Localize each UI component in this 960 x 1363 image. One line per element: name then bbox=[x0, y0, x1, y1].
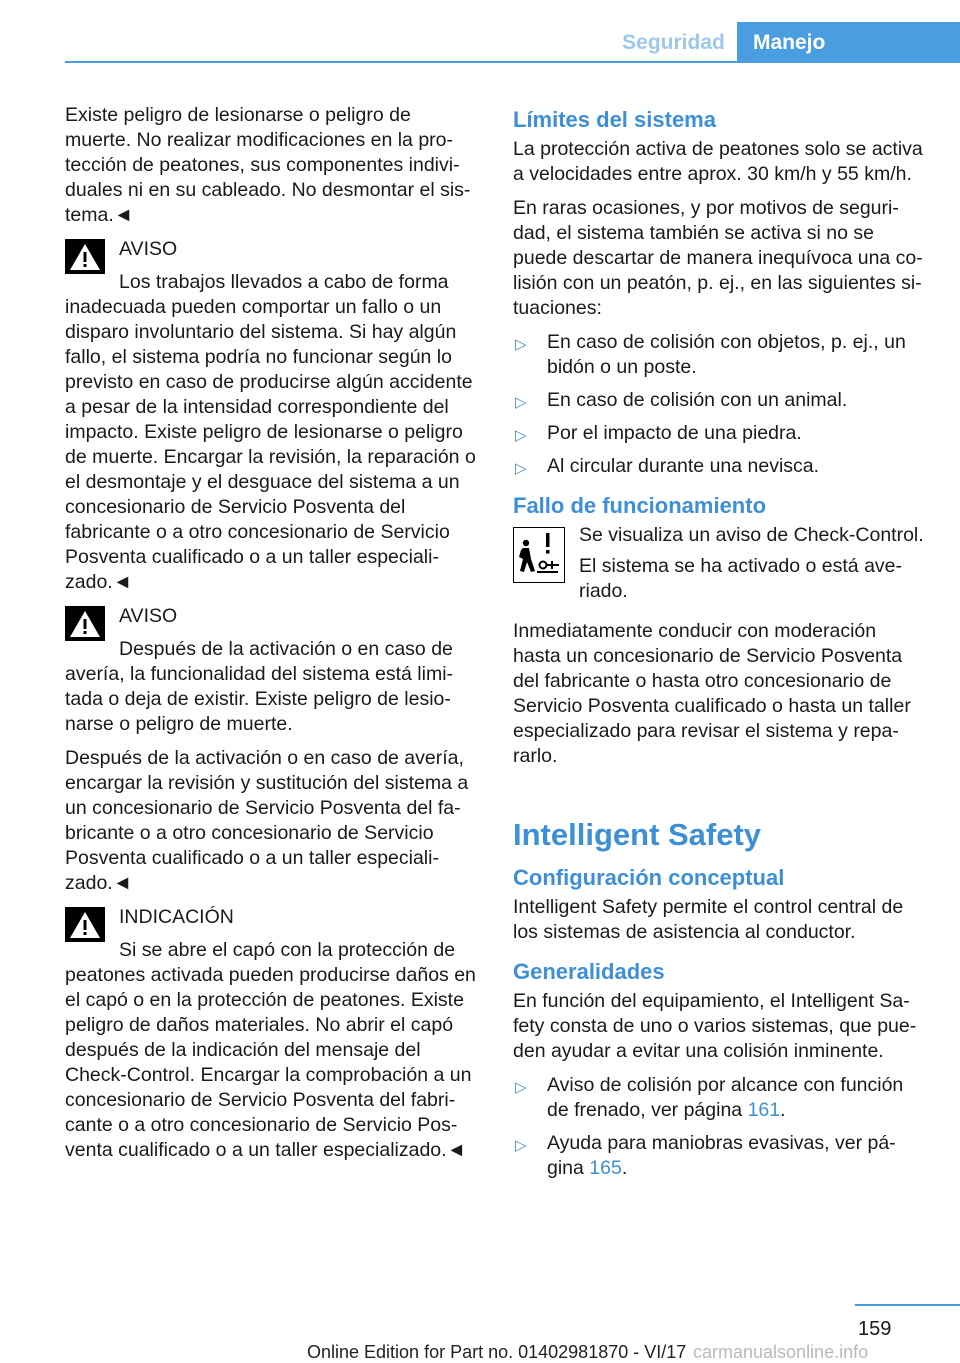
warning-title: AVISO bbox=[119, 605, 178, 627]
list-item bbox=[513, 330, 925, 380]
warning-triangle-icon bbox=[65, 907, 105, 942]
bullet-triangle-icon: ▷ bbox=[515, 460, 527, 477]
list-item bbox=[513, 421, 925, 446]
warning-triangle-icon bbox=[65, 606, 105, 641]
page-reference-link[interactable]: 165 bbox=[589, 1157, 622, 1179]
footer-rule bbox=[855, 1304, 960, 1306]
warning-text: Los trabajos llevados a cabo de forma inadecuada pueden comportar un fallo o un disparo involuntario del sistema. Si hay algún fallo, el sistema podría no funcionar según lo previsto en caso de producirse algún accidente a pesar de la intensidad correspondiente del impacto. Existe peligro de lesionarse o peligro de muerte. Encargar la revisión, la reparación o el desmontaje y el desguace del sistema a un concesionario de Servicio Posventa del fabricante o a otro concesionario de Servicio Posventa cualificado o a un taller especializado.◄ bbox=[65, 271, 476, 593]
list-item-text: Ayuda para maniobras evasivas, ver página bbox=[547, 1132, 896, 1179]
situations-list bbox=[513, 330, 925, 479]
bullet-triangle-icon: ▷ bbox=[515, 336, 527, 353]
section-heading-generalidades: Generalidades bbox=[513, 959, 665, 984]
chapter-heading-intelligent-safety: Intelligent Safety bbox=[513, 817, 762, 852]
list-item bbox=[513, 454, 925, 479]
warning-title: AVISO bbox=[119, 238, 178, 260]
right-column bbox=[513, 103, 925, 1189]
list-item-text: En caso de colisión con objetos, p. ej., un bidón o un poste. bbox=[547, 331, 906, 378]
list-item-text: Aviso de colisión por alcance con función de frenado, ver página bbox=[547, 1074, 904, 1121]
paragraph: Inmediatamente conducir con moderación hasta un concesionario de Servicio Posventa del fabricante o hasta otro concesionario de Servicio Posventa cualificado o hasta un taller especializado para revisar el sistema y repararlo. bbox=[513, 620, 911, 767]
paragraph: La protección activa de peatones solo se activa a velocidades entre aprox. 30 km/h y 55 km/h. bbox=[513, 138, 923, 185]
warning-block bbox=[65, 237, 478, 595]
check-control-text: El sistema se ha activado o está averiado. bbox=[579, 555, 903, 602]
paragraph: En función del equipamiento, el Intelligent Safety consta de uno o varios sistemas, que pueden ayudar a evitar una colisión inminente. bbox=[513, 990, 917, 1062]
list-item-text: En caso de colisión con un animal. bbox=[547, 389, 848, 411]
list-item-text: Por el impacto de una piedra. bbox=[547, 422, 802, 444]
paragraph: Intelligent Safety permite el control central de los sistemas de asistencia al conductor. bbox=[513, 896, 904, 943]
header-rule bbox=[65, 61, 960, 63]
tab-seguridad[interactable]: Seguridad bbox=[622, 31, 725, 54]
list-item bbox=[513, 1073, 925, 1123]
list-item bbox=[513, 388, 925, 413]
warning-block bbox=[65, 604, 478, 737]
bullet-triangle-icon: ▷ bbox=[515, 427, 527, 444]
list-item-text: Al circular durante una nevisca. bbox=[547, 455, 820, 477]
list-item bbox=[513, 1131, 925, 1181]
paragraph: Existe peligro de lesionarse o peligro de muerte. No realizar modificaciones en la protección de peatones, sus componentes individuales ni en su cableado. No desmontar el sistema.◄ bbox=[65, 104, 471, 226]
notice-block bbox=[65, 905, 478, 1163]
left-column bbox=[65, 103, 478, 1172]
section-heading-limites: Límites del sistema bbox=[513, 107, 716, 132]
paragraph: En raras ocasiones, y por motivos de seguridad, el sistema también se activa si no se puede descartar de manera inequívoca una colisión con un peatón, p. ej., en las siguientes situaciones: bbox=[513, 197, 923, 319]
watermark: carmanualsonline.info bbox=[693, 1342, 869, 1362]
punctuation: . bbox=[780, 1099, 786, 1121]
pedestrian-protection-warning-icon bbox=[513, 527, 565, 583]
bullet-triangle-icon: ▷ bbox=[515, 1079, 527, 1096]
page-reference-link[interactable]: 161 bbox=[747, 1099, 781, 1121]
edition-note: Online Edition for Part no. 01402981870 - VI/17 bbox=[307, 1342, 687, 1362]
warning-triangle-icon bbox=[65, 239, 105, 274]
section-heading-configuracion: Configuración conceptual bbox=[513, 865, 785, 890]
page-number: 159 bbox=[858, 1318, 892, 1340]
bullet-triangle-icon: ▷ bbox=[515, 1137, 527, 1154]
notice-text: Si se abre el capó con la protección de peatones activada pueden producirse daños en el capó o en la protección de peatones. Existe peligro de daños materiales. No abrir el capó después de la indicación del mensaje del Check-Control. Encargar la comprobación a un concesionario de Servicio Posventa del fabricante o a otro concesionario de Servicio Posventa cualificado o a un taller especializado.◄ bbox=[65, 939, 476, 1161]
check-control-text: Se visualiza un aviso de Check-Control. bbox=[579, 524, 924, 546]
bullet-triangle-icon: ▷ bbox=[515, 394, 527, 411]
notice-title: INDICACIÓN bbox=[119, 906, 234, 928]
section-heading-fallo: Fallo de funcionamiento bbox=[513, 493, 767, 518]
check-control-block bbox=[513, 523, 925, 610]
punctuation: . bbox=[621, 1157, 628, 1179]
tab-manejo[interactable]: Manejo bbox=[737, 22, 960, 61]
systems-list bbox=[513, 1073, 925, 1181]
warning-text: Después de la activación o en caso de avería, la funcionalidad del sistema está limitada o deja de existir. Existe peligro de lesionarse o peligro de muerte. bbox=[65, 638, 454, 735]
paragraph: Después de la activación o en caso de avería, encargar la revisión y sustitución del sistema a un concesionario de Servicio Posventa del fabricante o a otro concesionario de Servicio Posventa cualificado o a un taller especializado.◄ bbox=[65, 747, 469, 894]
